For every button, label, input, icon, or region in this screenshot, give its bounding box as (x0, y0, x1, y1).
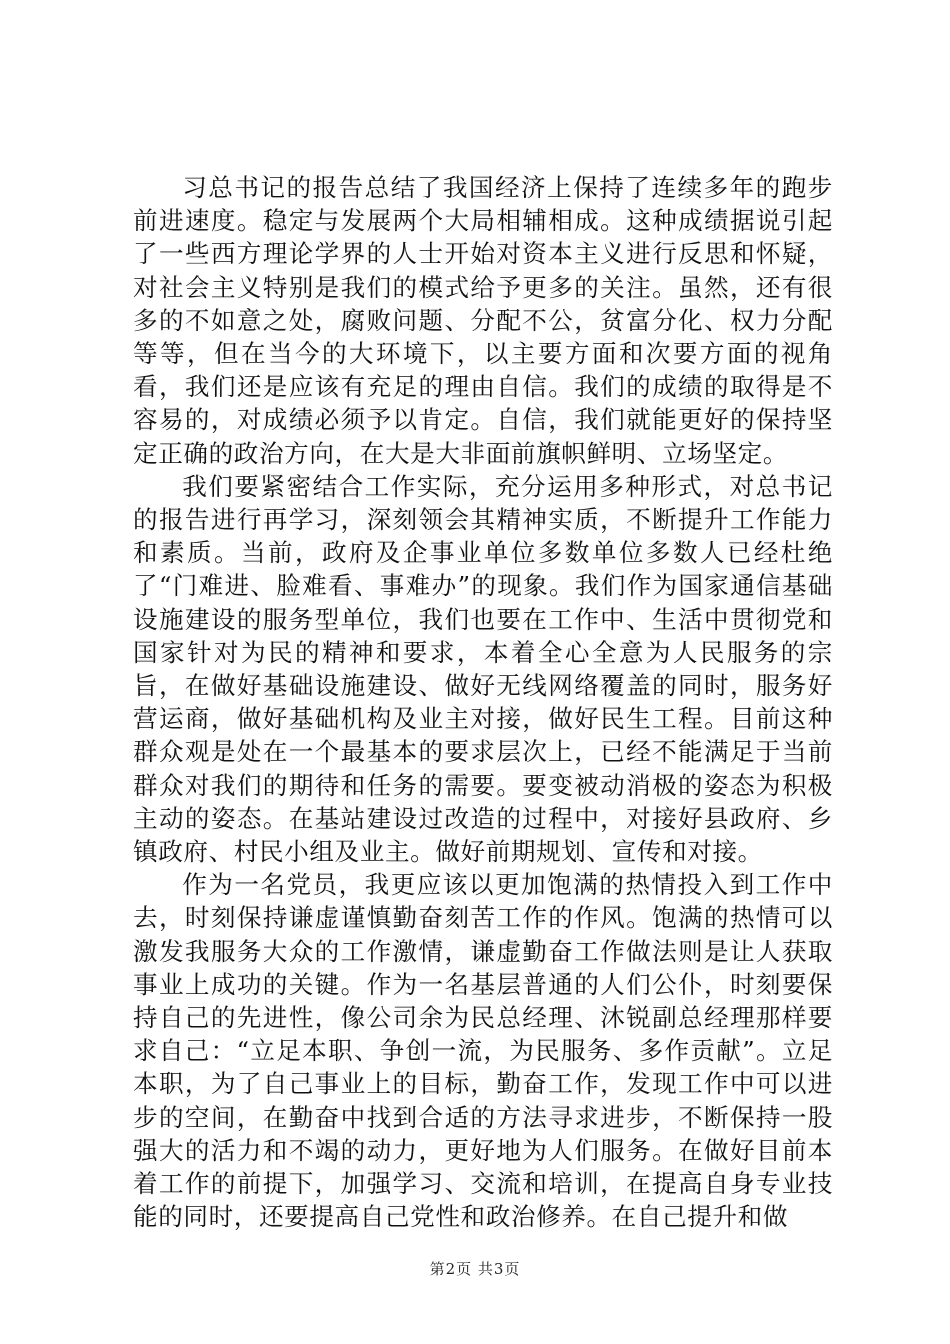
paragraph-1: 习总书记的报告总结了我国经济上保持了连续多年的跑步前进速度。稳定与发展两个大局相辅相成。这种成绩据说引起了一些西方理论学界的人士开始对资本主义进行反思和怀疑，对社会主义特别是我们的模式给予更多的关注。虽然，还有很多的不如意之处，腐败问题、分配不公，贫富分化、权力分配等等，但在当今的大环境下，以主要方面和次要方面的视角看，我们还是应该有充足的理由自信。我们的成绩的取得是不容易的，对成绩必须予以肯定。自信，我们就能更好的保持坚定正确的政治方向，在大是大非面前旗帜鲜明、立场坚定。 (133, 173, 833, 468)
page-number-footer: 第2页 共3页 (429, 1260, 521, 1278)
document-body (133, 171, 833, 1234)
paragraph-3: 作为一名党员，我更应该以更加饱满的热情投入到工作中去，时刻保持谦虚谨慎勤奋刻苦工作的作风。饱满的热情可以激发我服务大众的工作激情，谦虚勤奋工作做法则是让人获取事业上成功的关键。作为一名基层普通的人们公仆，时刻要保持自己的先进性，像公司余为民总经理、沐锐副总经理那样要求自己：“立足本职、争创一流，为民服务、多作贡献”。立足本职，为了自己事业上的目标，勤奋工作，发现工作中可以进步的空间，在勤奋中找到合适的方法寻求进步，不断保持一股强大的活力和不竭的动力，更好地为人们服务。在做好目前本着工作的前提下，加强学习、交流和培训，在提高自身专业技能的同时，还要提高自己党性和政治修养。在自己提升和做 (133, 870, 833, 1232)
paragraph-2: 我们要紧密结合工作实际，充分运用多种形式，对总书记的报告进行再学习，深刻领会其精神实质，不断提升工作能力和素质。当前，政府及企事业单位多数单位多数人已经杜绝了“门难进、脸难看、事难办”的现象。我们作为国家通信基础设施建设的服务型单位，我们也要在工作中、生活中贯彻党和国家针对为民的精神和要求，本着全心全意为人民服务的宗旨，在做好基础设施建设、做好无线网络覆盖的同时，服务好营运商，做好基础机构及业主对接，做好民生工程。目前这种群众观是处在一个最基本的要求层次上，已经不能满足于当前群众对我们的期待和任务的需要。要变被动消极的姿态为积极主动的姿态。在基站建设过改造的过程中，对接好县政府、乡镇政府、村民小组及业主。做好前期规划、宣传和对接。 (133, 471, 833, 867)
